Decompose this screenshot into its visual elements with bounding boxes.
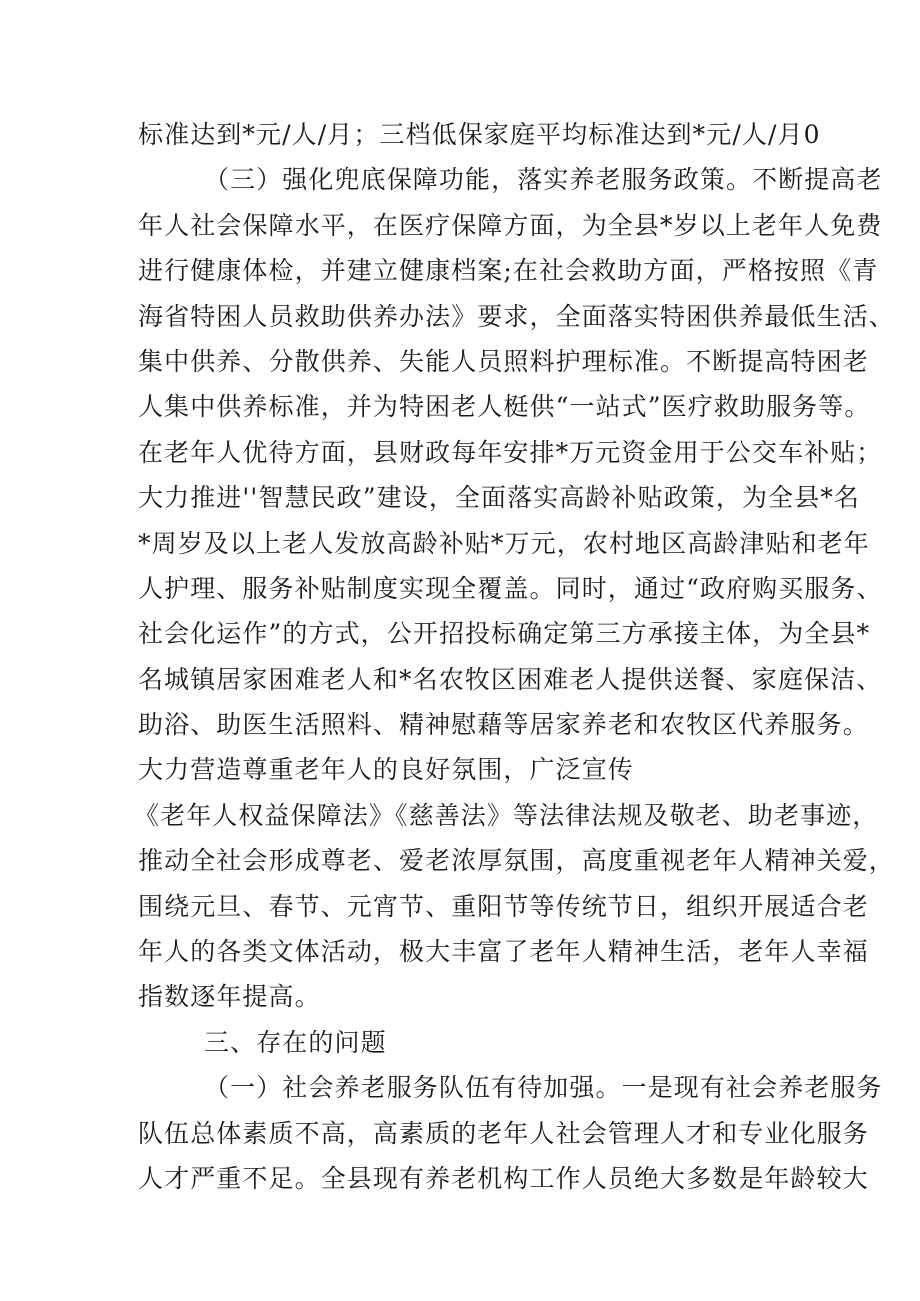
text-line-7: 人集中供养标准，并为特困老人梃供“一站式”医疗救助服务等。 [138,392,871,422]
text-line-14: 助浴、助医生活照料、精神慰藉等居家养老和农牧区代养服务。 [138,710,869,740]
text-line-9: 大力推进''智慧民政”建设，全面落实高龄补贴政策，为全县*名 [138,483,861,513]
text-line-4: 进行健康体检，并建立健康档案;在社会救助方面，严格按照《青 [138,256,879,286]
section-heading: 三、存在的问题 [204,1027,387,1057]
text-line-5: 海省特困人员救助供养办法》要求，全面落实特困供养最低生活、 [138,301,895,331]
text-line-2: （三）强化兜底保障功能，落实养老服务政策。不断提高老 [204,165,883,195]
text-line-12: 社会化运作”的方式，公开招投标确定第三方承接主体，为全县* [138,619,871,649]
text-line-16: 《老年人权益保障法》《慈善法》等法律法规及敬老、助老事迹， [134,800,879,830]
text-line-1: 标准达到*元/人/月；三档低保家庭平均标准达到*元/人/月0 [138,120,821,149]
text-line-24: 人才严重不足。全县现有养老机构工作人员绝大多数是年龄较大 [138,1163,869,1193]
text-line-11: 人护理、服务补贴制度实现全覆盖。同时，通过“政府购买服务、 [138,573,883,603]
text-line-19: 年人的各类文体活动，极大丰富了老年人精神生活，老年人幸福 [138,937,869,967]
text-line-15: 大力营造尊重老年人的良好氛围，广泛宣传 [138,755,634,785]
text-line-8: 在老年人优待方面，县财政每年安排*万元资金用于公交车补贴； [138,437,883,467]
document-body [134,112,895,1201]
text-line-13: 名城镇居家困难老人和*名农牧区困难老人提供送餐、家庭保洁、 [138,664,883,694]
text-line-3: 年人社会保障水平，在医疗保障方面，为全县*岁以上老年人免费 [138,210,883,240]
text-line-10: *周岁及以上老人发放高龄补贴*万元，农村地区高龄津贴和老年 [138,528,870,558]
text-line-22: （一）社会养老服务队伍有待加强。一是现有社会养老服务 [204,1073,883,1103]
text-line-6: 集中供养、分散供养、失能人员照料护理标准。不断提高特困老 [138,346,869,376]
text-line-20: 指数逐年提高。 [138,982,321,1012]
text-line-23: 队伍总体素质不高，高素质的老年人社会管理人才和专业化服务 [138,1118,869,1148]
text-line-17: 推动全社会形成尊老、爱老浓厚氛围，高度重视老年人精神关爱， [138,846,895,876]
text-line-18: 围绕元旦、春节、元宵节、重阳节等传统节日，组织开展适合老 [138,891,869,921]
